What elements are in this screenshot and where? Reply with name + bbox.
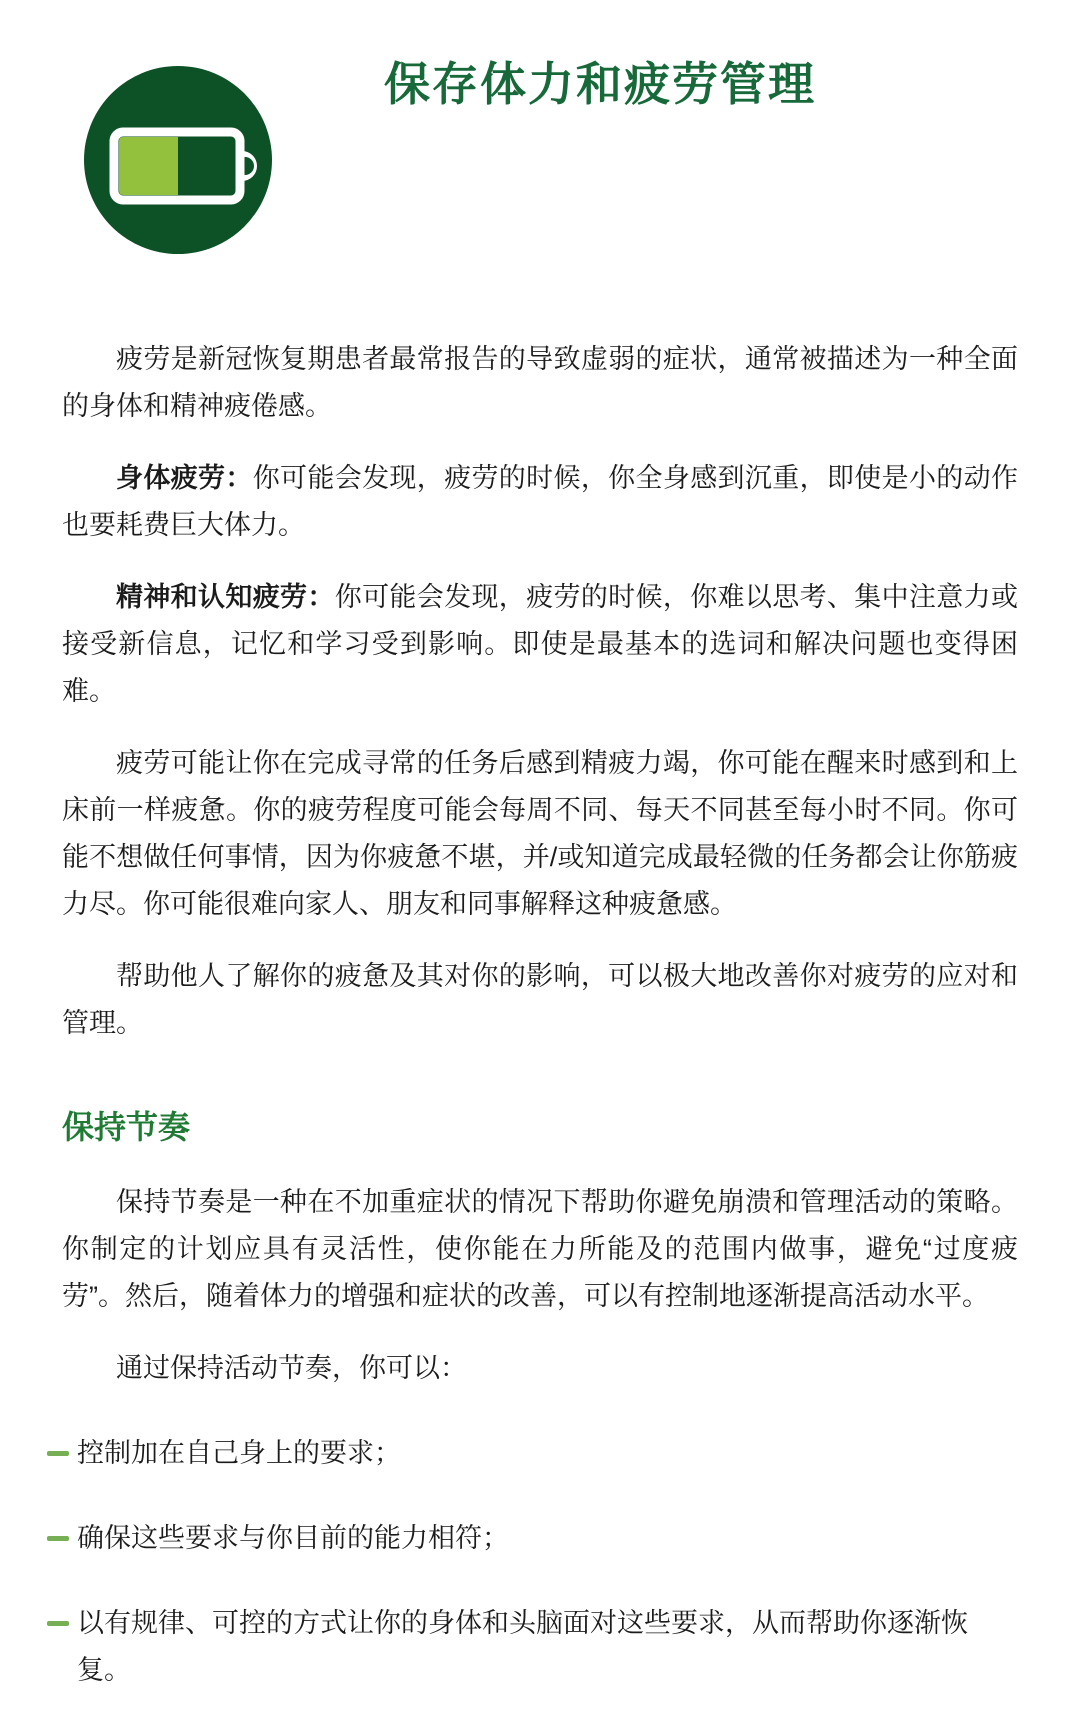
pacing-benefits-list: [47, 1430, 1018, 1694]
list-item: [47, 1430, 1018, 1477]
list-item-text: 控制加在自己身上的要求；: [77, 1438, 401, 1468]
cognitive-fatigue-text: 你可能会发现，疲劳的时候，你难以思考、集中注意力或接受新信息，记忆和学习受到影响。即使是最基本的选词和解决问题也变得困难。: [62, 582, 1018, 706]
page-title: 保存体力和疲劳管理: [384, 58, 816, 110]
dash-bullet-icon: [47, 1621, 69, 1626]
paragraph-pacing-strategy: 保持节奏是一种在不加重症状的情况下帮助你避免崩溃和管理活动的策略。你制定的计划应具有灵活性，使你能在力所能及的范围内做事，避免“过度疲劳”。然后，随着体力的增强和症状的改善，可以有控制地逐渐提高活动水平。: [62, 1187, 1018, 1311]
paragraph-cognitive-fatigue: [62, 574, 1018, 715]
battery-half-icon-svg: [84, 66, 272, 254]
paragraph-pacing-benefits-lead: 通过保持活动节奏，你可以：: [116, 1353, 467, 1383]
dash-bullet-icon: [47, 1536, 69, 1541]
dash-bullet-icon: [47, 1451, 69, 1456]
paragraph-fatigue-intro: 疲劳是新冠恢复期患者最常报告的导致虚弱的症状，通常被描述为一种全面的身体和精神疲倦感。: [62, 344, 1018, 421]
list-item: [47, 1515, 1018, 1562]
paragraph-helping-others-understand: 帮助他人了解你的疲惫及其对你的影响，可以极大地改善你对疲劳的应对和管理。: [62, 961, 1018, 1038]
list-item: [47, 1600, 1018, 1694]
list-item-text: 确保这些要求与你目前的能力相符；: [77, 1523, 509, 1553]
list-item-text: 以有规律、可控的方式让你的身体和头脑面对这些要求，从而帮助你逐渐恢复。: [77, 1608, 968, 1685]
paragraph-physical-fatigue: [62, 455, 1018, 549]
paragraph-fatigue-experience: 疲劳可能让你在完成寻常的任务后感到精疲力竭，你可能在醒来时感到和上床前一样疲惫。你的疲劳程度可能会每周不同、每天不同甚至每小时不同。你可能不想做任何事情，因为你疲惫不堪，并/或知道完成最轻微的任务都会让你筋疲力尽。你可能很难向家人、朋友和同事解释这种疲惫感。: [62, 748, 1018, 919]
physical-fatigue-text: 你可能会发现，疲劳的时候，你全身感到沉重，即使是小的动作也要耗费巨大体力。: [62, 463, 1018, 540]
battery-half-icon: [84, 66, 272, 254]
body-content: [62, 336, 1018, 1732]
cognitive-fatigue-label: 精神和认知疲劳：: [116, 582, 335, 612]
physical-fatigue-label: 身体疲劳：: [116, 463, 253, 493]
section-heading-pacing: 保持节奏: [62, 1109, 191, 1145]
